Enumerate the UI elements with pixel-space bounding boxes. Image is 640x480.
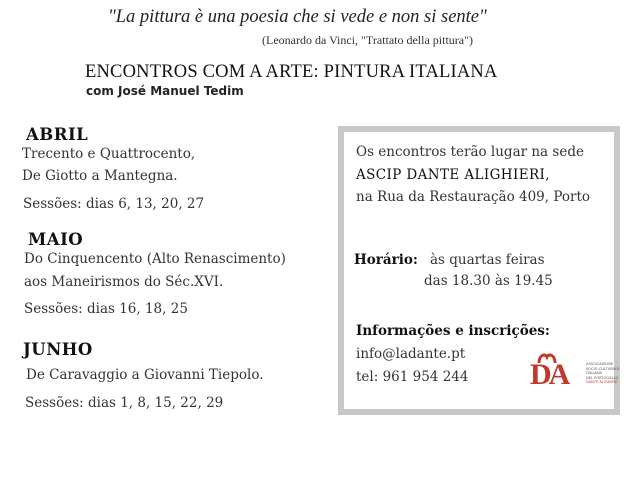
- schedule-label: Horário:: [354, 252, 418, 268]
- logo-text-line: DANTE ALIGHIERI: [586, 380, 618, 385]
- info-intro: Os encontros terão lugar na sede: [356, 144, 584, 160]
- contact-email[interactable]: info@ladante.pt: [356, 346, 466, 362]
- quote: "La pittura è una poesia che si vede e non si sente": [108, 7, 487, 27]
- logo-text: [586, 362, 619, 385]
- quote-attribution: (Leonardo da Vinci, "Trattato della pittura"): [262, 33, 474, 47]
- page-title: ENCONTROS COM A ARTE: PINTURA ITALIANA: [85, 62, 498, 82]
- info-address: na Rua da Restauração 409, Porto: [356, 189, 591, 205]
- logo-text-line: ITALIANA: [586, 371, 603, 376]
- logo-text-line: ASSOCIAZIONE: [586, 362, 614, 366]
- month-heading-maio: MAIO: [28, 230, 84, 249]
- schedule-line-1: às quartas feiras: [430, 252, 545, 268]
- logo-text-line: SOCIO-CULTURALE: [586, 366, 620, 371]
- junho-topic-line-1: De Caravaggio a Giovanni Tiepolo.: [26, 367, 264, 383]
- abril-sessions: Sessões: dias 6, 13, 20, 27: [23, 196, 205, 212]
- logo-letters: DA: [530, 358, 568, 391]
- abril-topic-line-1: Trecento e Quattrocento,: [22, 146, 196, 162]
- page-subtitle: com José Manuel Tedim: [86, 84, 244, 98]
- info-venue: ASCIP DANTE ALIGHIERI,: [356, 167, 550, 183]
- logo-text-line: DEL PORTOGALLO: [586, 375, 619, 380]
- abril-topic-line-2: De Giotto a Mantegna.: [22, 168, 178, 184]
- junho-sessions: Sessões: dias 1, 8, 15, 22, 29: [25, 395, 224, 411]
- maio-topic-line-2: aos Maneirismos do Séc.XVI.: [24, 274, 224, 290]
- maio-topic-line-1: Do Cinquencento (Alto Renascimento): [24, 251, 286, 267]
- contact-phone: tel: 961 954 244: [356, 369, 469, 385]
- contacts-label: Informações e inscrições:: [356, 323, 550, 339]
- dante-alighieri-logo: [530, 352, 625, 392]
- schedule-line-2: das 18.30 às 19.45: [424, 273, 553, 289]
- maio-sessions: Sessões: dias 16, 18, 25: [24, 301, 188, 317]
- month-heading-abril: ABRIL: [26, 125, 89, 144]
- month-heading-junho: JUNHO: [23, 340, 93, 359]
